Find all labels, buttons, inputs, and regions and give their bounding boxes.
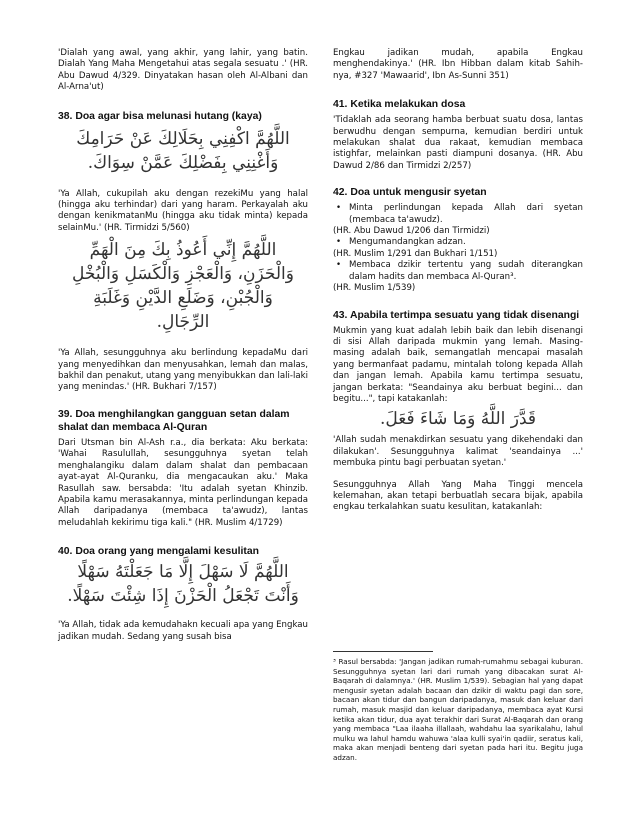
section-40-translation: 'Ya Allah, tidak ada kemudahakn kecuali apa yang Engkau jadikan mudah. Sedang yang susah bisa <box>58 620 309 642</box>
arabic-38b-line-2: وَالْحَزَنِ، وَالْعَجْزِ وَالْكَسَلِ وَالْبُخْلِ <box>72 264 294 285</box>
section-42-bullet-1: • Minta perlindungan kepada Allah dari syetan (membaca ta'awudz). <box>333 203 583 226</box>
footnote-divider <box>333 651 433 652</box>
section-42-title: 42. Doa untuk mengusir syetan <box>333 187 487 199</box>
section-38b-translation: 'Ya Allah, sesungguhnya aku berlindung kepadaMu dari yang menyedihkan dan menyusahkan, lemah dan malas, bakhil dan penakut, utang yang menyibukkan dan lali-laki yang menindas.' (HR. Bukhari 7/157) <box>58 348 308 393</box>
section-39-text: Dari Utsman bin Al-Ash r.a., dia berkata: Aku berkata: 'Wahai Rasulullah, sesungguhnya syetan telah menghalangiku dalam dalam shalat dan pembacaan ayat-ayat Al-Quranku, dia mengacaukan aku.' Maka Rasullah saw. bersabda: 'Itu adalah syetan Khinzib. Apabila kamu merasakannya, minta perlindungan kepada Allah daripadanya (membaca ta'awudz), lantas meludahlah kekirimu tiga kali." (HR. Muslim 4/1729) <box>58 437 308 528</box>
section-43-text: Mukmin yang kuat adalah lebih baik dan lebih disenangi di sisi Allah daripada mukmin yang lemah. Masing-masing adalah baik, semangatlah mencapai masalah yang bermanfaat padamu, mintalah tolong kepada Allah dan jangan lemah. Apabila kamu tertimpa sesuatu, jangan berkata: "Seandainya aku berbuat begini... dan begitu...", tapi katakanlah: <box>333 325 583 404</box>
section-38-title: 38. Doa agar bisa melunasi hutang (kaya) <box>58 110 262 122</box>
arabic-38-line-2: وَأَغْنِنِي بِفَضْلِكَ عَمَّنْ سِوَاكَ. <box>87 152 279 173</box>
arabic-38b-line-1: اللَّهُمَّ إِنِّي أَعُوذُ بِكَ مِنَ الْهَمِّ <box>89 240 277 261</box>
arabic-43: قَدَّرَ اللَّهُ وَمَا شَاءَ فَعَلَ. <box>379 409 537 430</box>
arabic-38-line-1: اللَّهُمَّ اكْفِنِي بِحَلَالِكَ عَنْ حَرَامِكَ <box>76 128 290 149</box>
section-42-ref-3: (HR. Muslim 1/539) <box>333 283 416 294</box>
section-41-text: 'Tidaklah ada seorang hamba berbuat suatu dosa, lantas berwudhu dengan sempurna, kemudian berdiri untuk melakukan shalat dua rakaat, kemudian membaca istighfar, melainkan pasti diampuni dosanya. (HR. Abu Dawud 2/86 dan Tirmidzi 2/257) <box>333 115 583 171</box>
arabic-38b-line-4: الرِّجَالِ. <box>156 312 210 333</box>
continuation-text: Engkau jadikan mudah, apabila Engkau menghendakinya.' (HR. Ibn Hibban dalam kitab Sahih-nya, #327 'Mawaarid', Ibn As-Sunni 351) <box>333 48 583 81</box>
section-43-text-2: Sesungguhnya Allah Yang Maha Tinggi mencela kelemahan, akan tetapi berbuatlah secara bijak, apabila engkau terkalahkan suatu kesulitan, katakanlah: <box>333 479 583 513</box>
section-43-title: 43. Apabila tertimpa sesuatu yang tidak disenangi <box>333 309 580 321</box>
left-column <box>58 48 308 643</box>
arabic-40-line-1: اللَّهُمَّ لَا سَهْلَ إِلَّا مَا جَعَلْتَهُ سَهْلًا <box>77 562 289 583</box>
intro-text: 'Dialah yang awal, yang akhir, yang lahir, yang batin. Dialah Yang Maha Mengetahui atas segala sesuatu .' (HR. Abu Dawud 4/329. Dinyatakan hasan oleh Al-Albani dan Al-Arna'ut) <box>58 48 308 93</box>
section-43-translation: 'Allah sudah menakdirkan sesuatu yang dikehendaki dan dilakukan'. Sesungguhnya kalimat 'seandainya ...' membuka pintu bagi perbuatan syetan.' <box>333 435 583 469</box>
section-42-bullet-3: • Membaca dzikir tertentu yang sudah diterangkan dalam hadits dan membaca Al-Quran³. <box>333 260 583 283</box>
section-40-title: 40. Doa orang yang mengalami kesulitan <box>58 546 259 558</box>
section-42-ref-2: (HR. Muslim 1/291 dan Bukhari 1/151) <box>333 248 498 259</box>
section-39-title: 39. Doa menghilangkan gangguan setan dalam shalat dan membaca Al-Quran <box>58 408 290 433</box>
section-42-ref-1: (HR. Abu Dawud 1/206 dan Tirmidzi) <box>333 226 490 237</box>
arabic-38b-line-3: وَالْجُبْنِ، وَضَلَعِ الدَّيْنِ وَغَلَبَةِ <box>93 288 273 309</box>
right-column <box>333 48 583 514</box>
section-42-bullet-2: • Mengumandangkan adzan. <box>333 237 583 248</box>
arabic-40-line-2: وَأَنْتَ تَجْعَلُ الْحَزْنَ إِذَا شِئْتَ سَهْلًا. <box>67 586 299 607</box>
section-38-translation: 'Ya Allah, cukupilah aku dengan rezekiMu yang halal (hingga aku terhindar) dari yang haram. Perkayalah aku dengan kenikmatanMu (hingga aku tidak minta) kepada selainMu.' (HR. Tirmidzi 5/560) <box>58 188 308 233</box>
footnote-3: ³ Rasul bersabda: 'Jangan jadikan rumah-rumahmu sebagai kuburan. Sesungguhnya syetan lari dari rumah yang dibacakan surat Al-Baqarah di dalamnya.' (HR. Muslim 1/539). Sebagian hal yang dapat mengusir syetan adalah bacaan dan dzikir di waktu pagi dan sore, bacaan akan tidur dan bangun daripadanya, masuk dan keluar dari rumah, masuk masjid dan keluar daripadanya, membaca ayat Kursi ketika akan tidur, dua ayat terakhir dari Surat Al-Baqarah dan orang yang membaca "Laa ilaaha illallaah, wahdahu laa syarikalahu, lahul mulku wa lahul hamdu wahuwa 'alaa kulli syai'in qadiir, seratus kali, maka akan menjadi benteng dari syetan pada hari itu. Begitu juga adzan. <box>333 657 583 762</box>
section-41-title: 41. Ketika melakukan dosa <box>333 99 466 111</box>
